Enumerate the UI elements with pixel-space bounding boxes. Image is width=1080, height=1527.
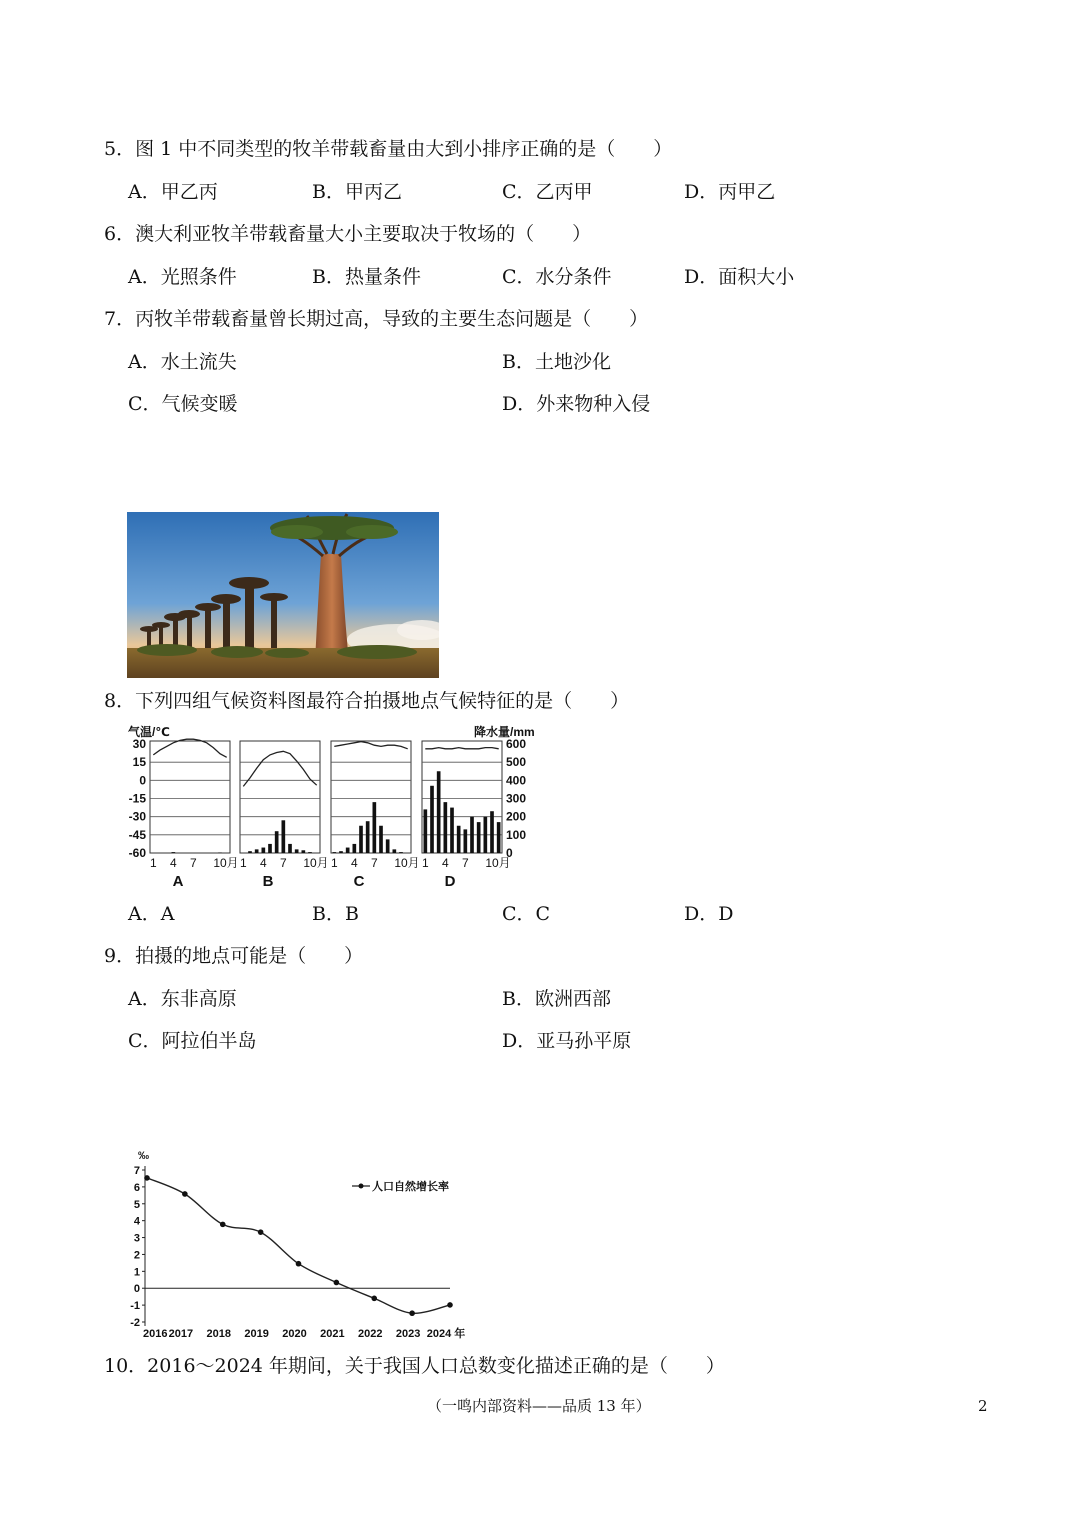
month-tick-label: 10月: [394, 856, 420, 870]
month-tick-label: 1: [149, 856, 157, 870]
page-number: 2: [978, 1397, 988, 1415]
precipitation-bar: [353, 844, 357, 853]
precipitation-tick-label: 600: [506, 737, 527, 751]
precipitation-bar: [424, 809, 428, 853]
climate-panel-c: [331, 741, 420, 890]
growth-rate-point: [447, 1302, 453, 1308]
precipitation-bar: [490, 811, 494, 853]
precipitation-tick-label: 500: [506, 755, 527, 770]
panel-label: D: [444, 873, 456, 890]
question-6-option-d[interactable]: D．面积大小: [684, 266, 795, 288]
growth-rate-point: [296, 1261, 302, 1267]
growth-rate-point: [182, 1191, 188, 1197]
month-tick-label: 1: [239, 856, 247, 870]
precipitation-bar: [464, 829, 468, 853]
month-tick-label: 1: [330, 856, 338, 870]
question-9-stem: 9．拍摄的地点可能是（ ）: [104, 945, 364, 967]
precipitation-bar: [366, 821, 370, 853]
temperature-tick-label: 30: [132, 737, 146, 751]
climate-panel-b: [240, 741, 329, 890]
x-tick-label: 2022: [358, 1328, 383, 1340]
precipitation-bar: [295, 849, 299, 853]
precipitation-bar: [308, 852, 312, 853]
question-8-option-b[interactable]: B．B: [312, 903, 359, 925]
growth-rate-point: [334, 1280, 340, 1286]
precipitation-bar: [248, 851, 252, 853]
precipitation-bar: [255, 849, 259, 853]
precipitation-bar: [288, 844, 292, 853]
question-9-option-a[interactable]: A．东非高原: [128, 988, 237, 1010]
chart-legend: [352, 1179, 449, 1193]
question-7-option-b[interactable]: B．土地沙化: [502, 351, 611, 373]
precipitation-bar: [399, 852, 403, 853]
y-tick-label: 7: [133, 1165, 140, 1177]
panel-frame: [422, 741, 502, 853]
legend-marker: [359, 1184, 364, 1189]
precipitation-bar: [268, 844, 272, 853]
precipitation-bar: [282, 820, 286, 853]
month-tick-label: 4: [441, 856, 449, 870]
question-10-stem: 10．2016～2024 年期间，关于我国人口总数变化描述正确的是（ ）: [104, 1355, 725, 1377]
growth-rate-point: [371, 1296, 377, 1302]
x-tick-label: 2017: [168, 1328, 194, 1340]
temperature-tick-label: -15: [128, 791, 146, 806]
precipitation-tick-label: 0: [506, 846, 513, 860]
growth-rate-point: [144, 1175, 150, 1181]
panel-frame: [150, 741, 230, 853]
y-tick-label: -2: [130, 1317, 140, 1329]
month-tick-label: 4: [350, 856, 358, 870]
question-7-stem: 7．丙牧羊带载畜量曾长期过高，导致的主要生态问题是（ ）: [104, 308, 649, 330]
question-6-option-b[interactable]: B．热量条件: [312, 266, 421, 288]
precipitation-bar: [339, 851, 343, 853]
precipitation-bar: [457, 826, 461, 853]
precipitation-bar: [437, 771, 441, 853]
y-tick-label: 0: [133, 1283, 140, 1296]
temperature-tick-label: 15: [132, 755, 146, 770]
y-tick-label: 5: [133, 1198, 140, 1211]
growth-rate-point: [220, 1222, 226, 1228]
y-tick-label: 2: [133, 1249, 140, 1262]
month-tick-label: 7: [279, 856, 287, 870]
y-tick-label: 3: [133, 1232, 140, 1245]
precipitation-bar: [302, 850, 306, 853]
precipitation-tick-label: 300: [506, 791, 527, 806]
precipitation-bar: [373, 802, 377, 853]
temperature-tick-label: -30: [128, 809, 146, 824]
question-5-option-d[interactable]: D．丙甲乙: [684, 181, 776, 203]
precipitation-bar: [450, 808, 454, 853]
month-tick-label: 10月: [303, 856, 329, 870]
climate-charts: [120, 722, 550, 894]
question-9-option-b[interactable]: B．欧洲西部: [502, 988, 611, 1010]
temperature-axis-label: 气温/℃: [128, 725, 170, 739]
x-tick-label: 2023: [395, 1328, 421, 1340]
question-6-option-a[interactable]: A．光照条件: [128, 266, 237, 288]
month-tick-label: 10月: [485, 856, 511, 870]
x-tick-label: 2018: [206, 1328, 231, 1340]
question-9-option-c[interactable]: C．阿拉伯半岛: [128, 1030, 257, 1052]
y-tick-label: 4: [133, 1215, 140, 1228]
precipitation-tick-label: 100: [506, 827, 527, 842]
panel-label: A: [172, 873, 184, 890]
population-growth-chart: [120, 1145, 490, 1345]
question-5-option-b[interactable]: B．甲丙乙: [312, 181, 402, 203]
month-tick-label: 7: [370, 856, 378, 870]
precipitation-bar: [444, 802, 448, 853]
x-tick-label: 2021: [320, 1328, 345, 1340]
climate-panel-d: [422, 741, 511, 890]
precipitation-axis-label: 降水量/mm: [474, 725, 535, 739]
question-5-option-c[interactable]: C．乙丙甲: [502, 181, 593, 203]
footer-text: （一鸣内部资料——品质 13 年）: [427, 1397, 651, 1415]
question-9-option-d[interactable]: D．亚马孙平原: [502, 1030, 632, 1052]
x-tick-label: 2016: [143, 1328, 168, 1340]
x-tick-label: 2024 年: [426, 1328, 466, 1340]
precipitation-bar: [379, 826, 383, 853]
month-tick-label: 4: [259, 856, 267, 870]
month-tick-label: 4: [169, 856, 177, 870]
temperature-tick-label: -45: [128, 827, 146, 842]
question-8-option-c[interactable]: C．C: [502, 903, 551, 925]
baobab-photo: [127, 512, 439, 678]
question-8-option-a[interactable]: A．A: [128, 903, 175, 925]
temperature-tick-label: -60: [128, 846, 146, 860]
growth-rate-line: [147, 1178, 450, 1313]
question-6-stem: 6．澳大利亚牧羊带载畜量大小主要取决于牧场的（ ）: [104, 223, 592, 245]
question-6-option-c[interactable]: C．水分条件: [502, 266, 612, 288]
temperature-tick-label: 0: [139, 773, 146, 788]
question-7-option-a[interactable]: A．水土流失: [128, 351, 237, 373]
precipitation-bar: [346, 848, 350, 853]
month-tick-label: 1: [421, 856, 429, 870]
y-tick-label: 1: [133, 1266, 140, 1279]
growth-rate-point: [258, 1229, 264, 1235]
precipitation-bar: [477, 822, 481, 853]
precipitation-bar: [333, 852, 337, 853]
y-axis-label: ‰: [138, 1150, 149, 1162]
panel-frame: [240, 741, 320, 853]
y-tick-label: -1: [130, 1300, 140, 1313]
precipitation-bar: [497, 822, 501, 853]
climate-panel-a: [150, 739, 239, 890]
panel-frame: [331, 741, 411, 853]
precipitation-bar: [430, 786, 434, 853]
question-7-option-c[interactable]: C．气候变暖: [128, 393, 238, 415]
precipitation-bar: [218, 852, 222, 853]
month-tick-label: 7: [461, 856, 469, 870]
panel-label: C: [353, 873, 365, 890]
precipitation-bar: [262, 848, 266, 853]
question-8-option-d[interactable]: D．D: [684, 903, 734, 925]
precipitation-bar: [172, 852, 176, 853]
question-8-stem: 8．下列四组气候资料图最符合拍摄地点气候特征的是（ ）: [104, 690, 630, 712]
growth-rate-point: [409, 1310, 415, 1316]
precipitation-bar: [359, 826, 363, 853]
precipitation-bar: [393, 849, 397, 853]
question-5-stem: 5．图 1 中不同类型的牧羊带载畜量由大到小排序正确的是（ ）: [104, 138, 673, 160]
month-tick-label: 7: [189, 856, 197, 870]
precipitation-tick-label: 400: [506, 773, 527, 788]
x-tick-label: 2020: [282, 1328, 307, 1340]
legend-label: 人口自然增长率: [372, 1181, 449, 1193]
panel-label: B: [262, 873, 274, 890]
month-tick-label: 10月: [213, 856, 239, 870]
question-5-option-a[interactable]: A．甲乙丙: [128, 181, 218, 203]
y-tick-label: 6: [133, 1181, 140, 1194]
precipitation-bar: [484, 817, 488, 853]
precipitation-tick-label: 200: [506, 809, 527, 824]
precipitation-bar: [470, 817, 474, 853]
question-7-option-d[interactable]: D．外来物种入侵: [502, 393, 651, 415]
precipitation-bar: [386, 839, 390, 853]
precipitation-bar: [275, 831, 279, 853]
x-tick-label: 2019: [244, 1328, 269, 1340]
